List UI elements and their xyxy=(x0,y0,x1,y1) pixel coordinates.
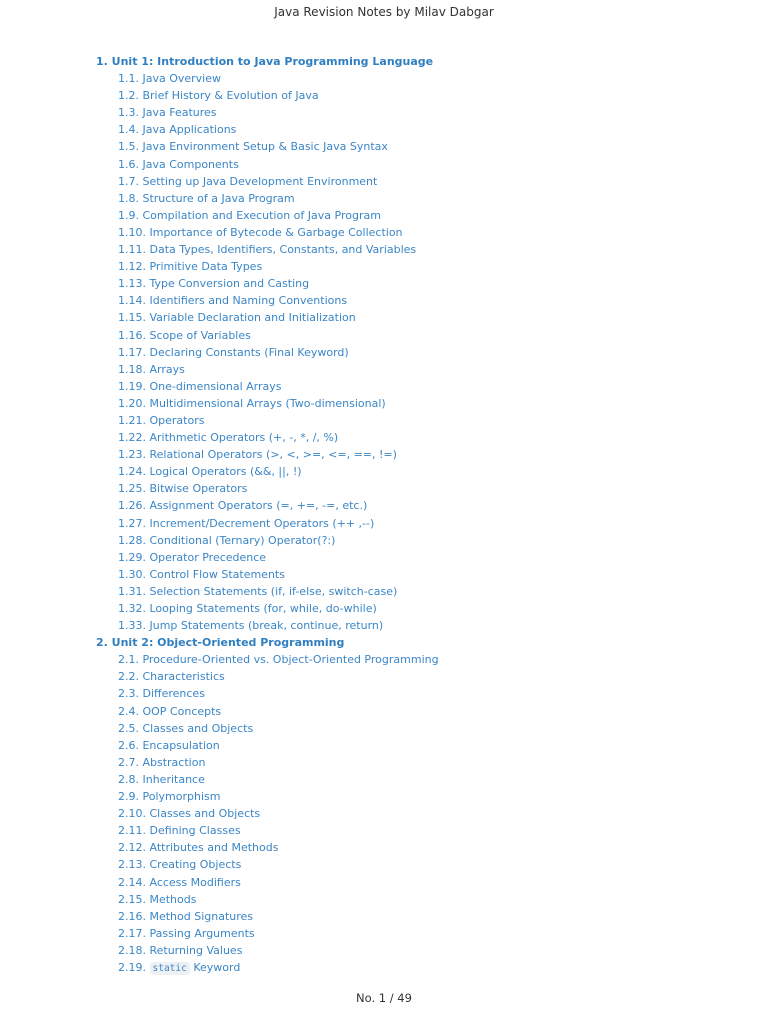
toc-item-link[interactable]: 2.6. Encapsulation xyxy=(118,738,220,752)
toc-item-link[interactable]: 2.10. Classes and Objects xyxy=(118,807,261,821)
toc-item-link[interactable]: 2.18. Returning Values xyxy=(118,943,243,957)
toc-item-link[interactable]: 1.20. Multidimensional Arrays (Two-dimensional) xyxy=(118,396,386,410)
toc-item-link[interactable]: 1.28. Conditional (Ternary) Operator(?:) xyxy=(118,533,336,547)
toc-item-link[interactable]: 2.11. Defining Classes xyxy=(118,824,241,838)
inline-code: static xyxy=(150,962,190,975)
table-of-contents xyxy=(96,53,736,976)
toc-item-link[interactable]: 2.9. Polymorphism xyxy=(118,790,221,804)
page-number: No. 1 / 49 xyxy=(356,991,412,1005)
toc-item-link[interactable]: 2.5. Classes and Objects xyxy=(118,721,254,735)
toc-item-link[interactable]: 1.3. Java Features xyxy=(118,106,217,120)
toc-item-link[interactable]: 1.16. Scope of Variables xyxy=(118,328,251,342)
toc-unit-2-link[interactable]: 2. Unit 2: Object-Oriented Programming xyxy=(96,636,345,650)
toc-item-link[interactable]: 1.1. Java Overview xyxy=(118,72,222,86)
toc-item-link[interactable]: 1.4. Java Applications xyxy=(118,123,237,137)
toc-item-link[interactable]: 1.30. Control Flow Statements xyxy=(118,567,285,581)
toc-item-link[interactable]: 2.4. OOP Concepts xyxy=(118,704,222,718)
toc-item-text: Keyword xyxy=(193,960,241,974)
toc-item-link[interactable]: 2.2. Characteristics xyxy=(118,670,225,684)
page-header-title: Java Revision Notes by Milav Dabgar xyxy=(274,5,494,19)
toc-item-link[interactable]: 2.8. Inheritance xyxy=(118,772,205,786)
toc-item-link[interactable]: 2.7. Abstraction xyxy=(118,755,206,769)
toc-unit-1-items xyxy=(96,70,736,634)
toc-item-link[interactable]: 1.8. Structure of a Java Program xyxy=(118,191,295,205)
toc-item-link[interactable]: 1.29. Operator Precedence xyxy=(118,550,267,564)
toc-item-link[interactable]: 1.19. One-dimensional Arrays xyxy=(118,379,282,393)
toc-item-link[interactable]: 1.14. Identifiers and Naming Conventions xyxy=(118,294,348,308)
toc-unit-2-items xyxy=(96,651,736,959)
toc-item-link[interactable]: 1.23. Relational Operators (>, <, >=, <=, ==, !=) xyxy=(118,448,397,462)
toc-item-link[interactable]: 2.12. Attributes and Methods xyxy=(118,841,279,855)
toc-item-link[interactable] xyxy=(118,959,736,976)
toc-item-link[interactable]: 1.7. Setting up Java Development Environment xyxy=(118,174,378,188)
toc-item-link[interactable]: 1.18. Arrays xyxy=(118,362,185,376)
toc-item-link[interactable]: 1.31. Selection Statements (if, if-else, switch-case) xyxy=(118,584,398,598)
toc-item-link[interactable]: 1.6. Java Components xyxy=(118,157,239,171)
toc-item-link[interactable]: 1.13. Type Conversion and Casting xyxy=(118,277,310,291)
toc-item-link[interactable]: 1.9. Compilation and Execution of Java Program xyxy=(118,208,381,222)
toc-item-link[interactable]: 1.22. Arithmetic Operators (+, -, *, /, %) xyxy=(118,431,339,445)
toc-item-link[interactable]: 1.24. Logical Operators (&&, ||, !) xyxy=(118,465,302,479)
toc-item-link[interactable]: 1.2. Brief History & Evolution of Java xyxy=(118,89,319,103)
toc-item-link[interactable]: 2.14. Access Modifiers xyxy=(118,875,241,889)
toc-item-number: 2.19. xyxy=(118,960,146,974)
toc-item-link[interactable]: 1.32. Looping Statements (for, while, do-while) xyxy=(118,602,377,615)
toc-item-link[interactable]: 1.27. Increment/Decrement Operators (++ ,--) xyxy=(118,516,375,530)
toc-item-link[interactable]: 1.15. Variable Declaration and Initialization xyxy=(118,311,356,325)
toc-item-link[interactable]: 2.1. Procedure-Oriented vs. Object-Oriented Programming xyxy=(118,653,439,667)
toc-item-link[interactable]: 2.3. Differences xyxy=(118,687,205,701)
toc-item-link[interactable]: 1.33. Jump Statements (break, continue, return) xyxy=(118,619,384,633)
toc-item-link[interactable]: 1.21. Operators xyxy=(118,413,205,427)
toc-item-link[interactable]: 2.17. Passing Arguments xyxy=(118,926,255,940)
toc-item-link[interactable]: 1.11. Data Types, Identifiers, Constants, and Variables xyxy=(118,243,417,257)
toc-item-link[interactable]: 1.25. Bitwise Operators xyxy=(118,482,248,496)
toc-item-link[interactable]: 2.15. Methods xyxy=(118,892,197,906)
toc-item-link[interactable]: 2.13. Creating Objects xyxy=(118,858,242,872)
toc-item-link[interactable]: 1.5. Java Environment Setup & Basic Java Syntax xyxy=(118,140,388,154)
toc-item-link[interactable]: 1.12. Primitive Data Types xyxy=(118,260,263,274)
toc-item-link[interactable]: 1.17. Declaring Constants (Final Keyword) xyxy=(118,345,349,359)
toc-item-link[interactable]: 1.26. Assignment Operators (=, +=, -=, etc.) xyxy=(118,499,368,513)
toc-unit-1-link[interactable]: 1. Unit 1: Introduction to Java Programming Language xyxy=(96,55,434,68)
toc-item-link[interactable]: 1.10. Importance of Bytecode & Garbage Collection xyxy=(118,225,403,239)
toc-item-link[interactable]: 2.16. Method Signatures xyxy=(118,909,254,923)
